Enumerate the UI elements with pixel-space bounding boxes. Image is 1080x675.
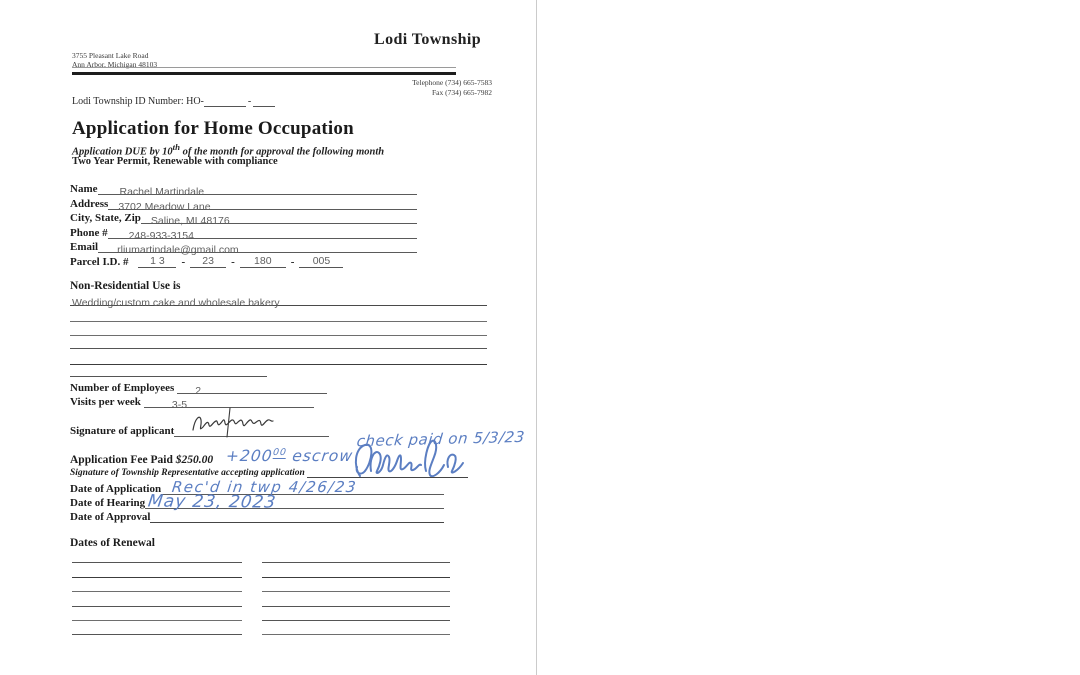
use-answer-row bbox=[70, 293, 487, 309]
fee-row bbox=[70, 452, 213, 466]
form-permit-note: Two Year Permit, Renewable with compliance bbox=[72, 156, 278, 167]
address-label: Address bbox=[70, 198, 109, 210]
rep-signature-line bbox=[307, 465, 468, 478]
use-blank-line bbox=[70, 321, 487, 322]
fee-label: Application Fee Paid bbox=[70, 454, 176, 466]
field-row-city bbox=[70, 211, 417, 227]
field-row-email bbox=[70, 240, 417, 256]
date-approval-row bbox=[70, 510, 444, 523]
use-blank-line bbox=[70, 348, 487, 349]
township-id-row bbox=[72, 95, 275, 107]
renewal-line bbox=[262, 606, 450, 607]
renewal-line bbox=[262, 620, 450, 621]
escrow-amount: +200 bbox=[224, 447, 274, 466]
rep-signature-label: Signature of Township Representative accepting application bbox=[70, 468, 308, 478]
address-line-2: Ann Arbor, Michigan 48103 bbox=[72, 60, 158, 69]
parcel-dash-2: - bbox=[231, 256, 235, 268]
date-hearing-label: Date of Hearing bbox=[70, 497, 146, 509]
field-row-phone bbox=[70, 226, 417, 242]
city-label: City, State, Zip bbox=[70, 212, 141, 224]
id-dash: - bbox=[247, 96, 252, 107]
city-line bbox=[141, 211, 417, 227]
use-blank-line-short bbox=[70, 376, 267, 377]
date-application-label: Date of Application bbox=[70, 483, 162, 495]
renewal-line bbox=[72, 620, 242, 621]
phone-line bbox=[108, 226, 417, 242]
field-row-employees bbox=[70, 381, 327, 397]
parcel-seg-3: 180 bbox=[240, 255, 286, 268]
date-application-value: Rec'd in twp 4/26/23 bbox=[170, 478, 359, 496]
email-value: rliumartindale@gmail.com bbox=[117, 244, 239, 256]
address-line bbox=[108, 197, 417, 213]
header-rule-thick bbox=[72, 72, 456, 75]
renewal-line bbox=[262, 577, 450, 578]
applicant-signature bbox=[190, 406, 275, 438]
name-line bbox=[98, 182, 418, 198]
renewal-line bbox=[262, 634, 450, 635]
parcel-label: Parcel I.D. # bbox=[70, 256, 129, 268]
parcel-seg-4: 005 bbox=[299, 255, 343, 268]
email-line bbox=[98, 240, 417, 256]
employees-value: 2 bbox=[195, 385, 202, 397]
address-line-1: 3755 Pleasant Lake Road bbox=[72, 51, 149, 60]
renewal-line bbox=[72, 562, 242, 563]
parcel-seg-2: 23 bbox=[190, 255, 226, 268]
address-value: 3702 Meadow Lane bbox=[118, 201, 211, 213]
renewal-line bbox=[262, 562, 450, 563]
renewal-line bbox=[72, 591, 242, 592]
name-label: Name bbox=[70, 183, 98, 195]
visits-value: 3-5 bbox=[171, 399, 188, 411]
fee-amount: $250.00 bbox=[175, 454, 214, 466]
township-contact bbox=[350, 78, 492, 97]
renewal-line bbox=[72, 577, 242, 578]
field-row-parcel bbox=[70, 255, 343, 268]
township-id-label: Lodi Township ID Number: HO- bbox=[72, 96, 204, 107]
parcel-dash-3: - bbox=[290, 256, 295, 268]
id-blank-2 bbox=[253, 97, 275, 107]
due-note-sup: th bbox=[172, 142, 180, 152]
email-label: Email bbox=[70, 241, 99, 253]
page-edge-divider bbox=[536, 0, 537, 675]
escrow-cents: 00 bbox=[272, 447, 288, 458]
field-row-address bbox=[70, 197, 417, 213]
phone-value: 248-933-3154 bbox=[128, 230, 194, 242]
date-approval-label: Date of Approval bbox=[70, 511, 151, 523]
city-value: Saline, MI 48176 bbox=[150, 215, 230, 227]
employees-line bbox=[177, 381, 327, 397]
date-hearing-value: May 23, 2023 bbox=[146, 491, 278, 513]
escrow-note bbox=[225, 447, 354, 465]
employees-label: Number of Employees bbox=[70, 382, 175, 394]
parcel-dash-1: - bbox=[181, 256, 186, 268]
telephone-number: Telephone (734) 665-7583 bbox=[412, 78, 492, 87]
use-section-label: Non-Residential Use is bbox=[70, 280, 181, 292]
renewal-line bbox=[262, 591, 450, 592]
visits-label: Visits per week bbox=[70, 396, 141, 408]
due-note-post: of the month for approval the following month bbox=[179, 146, 385, 158]
applicant-signature-label: Signature of applicant bbox=[70, 425, 175, 437]
escrow-word: escrow bbox=[285, 447, 355, 466]
check-paid-note: check paid on 5/3/23 bbox=[355, 427, 526, 451]
parcel-seg-1: 1 3 bbox=[138, 255, 176, 268]
use-blank-line bbox=[70, 335, 487, 336]
field-row-name bbox=[70, 182, 417, 198]
use-answer-line bbox=[70, 293, 487, 309]
date-approval-line bbox=[150, 510, 444, 523]
id-blank-1 bbox=[204, 97, 246, 107]
fax-number: Fax (734) 665-7982 bbox=[432, 87, 492, 97]
form-title: Application for Home Occupation bbox=[72, 118, 354, 139]
renewal-line bbox=[72, 634, 242, 635]
phone-label: Phone # bbox=[70, 227, 108, 239]
renewal-section-label: Dates of Renewal bbox=[70, 537, 155, 549]
township-name: Lodi Township bbox=[374, 31, 482, 48]
rep-signature-row bbox=[70, 465, 468, 478]
renewal-line bbox=[72, 606, 242, 607]
due-note-pre: Application DUE by 10 bbox=[72, 146, 173, 158]
header-rule-thin bbox=[72, 67, 456, 68]
use-blank-line bbox=[70, 364, 487, 365]
use-answer-value: Wedding/custom cake and wholesale bakery bbox=[72, 297, 280, 309]
name-value: Rachel Martindale bbox=[119, 186, 205, 198]
